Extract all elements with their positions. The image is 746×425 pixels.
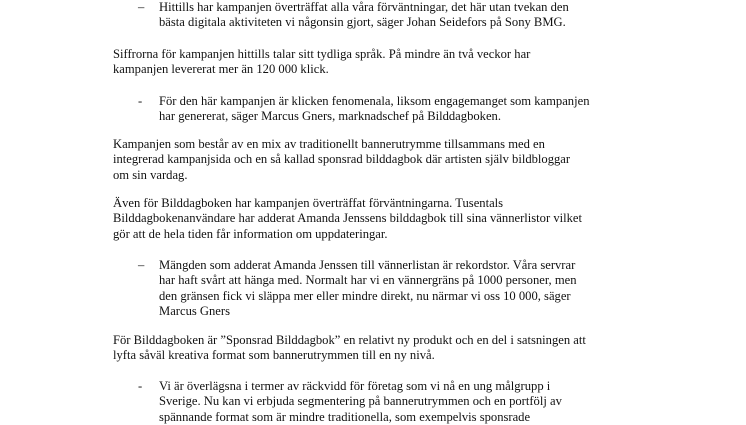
text-line: har genererat, säger Marcus Gners, marknadschef på Bilddagboken. <box>159 109 501 124</box>
paragraph-campaign-mix <box>113 137 653 183</box>
text-line: Kampanjen som består av en mix av traditionellt bannerutrymme tillsammans med en <box>113 137 545 151</box>
text-line: För Bilddagboken är ”Sponsrad Bilddagbok” en relativt ny produkt och en del i satsningen att <box>113 333 586 347</box>
text-line: lyfta såväl kreativa format som bannerutrymmen till en ny nivå. <box>113 348 435 363</box>
text-line: gör att de hela tiden får information om uppdateringar. <box>113 226 388 241</box>
text-line: Siffrorna för kampanjen hittills talar sitt tydliga språk. På mindre än två veckor har <box>113 47 531 61</box>
bullet-dash: – <box>138 258 145 272</box>
bullet-text <box>159 258 649 320</box>
text-line: Hittills har kampanjen överträffat alla våra förväntningar, det här utan tvekan den <box>159 0 569 14</box>
text-line: den gränsen fick vi släppa mer eller mindre direkt, nu närmar vi oss 10 000, säger <box>159 288 571 303</box>
text-line: Mängden som adderat Amanda Jenssen till vännerlistan är rekordstor. Våra servrar <box>159 258 576 272</box>
text-line: kampanjen levererat mer än 120 000 klick. <box>113 62 329 77</box>
text-line: Vi är överlägsna i termer av räckvidd för företag som vi nå en ung målgrupp i <box>159 379 551 393</box>
paragraph-sponsrad-bilddagbok <box>113 333 653 364</box>
paragraph-bilddagboken-results <box>113 196 653 242</box>
text-line: För den här kampanjen är klicken fenomenala, liksom engagemanget som kampanjen <box>159 94 590 108</box>
bullet-dash: - <box>138 379 143 393</box>
text-line: Sverige. Nu kan vi erbjuda segmentering på bannerutrymmen och en portfölj av <box>159 394 562 409</box>
text-line: Bilddagbokenanvändare har adderat Amanda Jenssens bilddagbok till sina vännerlistor vilket <box>113 211 582 226</box>
text-line: har haft svårt att hänga med. Normalt har vi en vännergräns på 1000 personer, men <box>159 273 577 288</box>
bullet-text <box>159 94 649 125</box>
text-line: om sin vardag. <box>113 167 188 182</box>
text-line: bästa digitala aktiviteten vi någonsin gjort, säger Johan Seidefors på Sony BMG. <box>159 15 566 30</box>
bullet-dash: - <box>138 94 143 108</box>
bullet-text <box>159 379 649 425</box>
bullet-text <box>159 0 649 31</box>
bullet-dash: – <box>138 0 145 14</box>
text-line: Även för Bilddagboken har kampanjen överträffat förväntningarna. Tusentals <box>113 196 504 210</box>
text-line: integrerad kampanjsida och en så kallad sponsrad bilddagbok där artisten själv bildbloggar <box>113 152 571 167</box>
paragraph-campaign-figures <box>113 47 653 78</box>
text-line: Marcus Gners <box>159 304 230 319</box>
text-line: spännande format som är mindre traditionella, som exempelvis sponsrade <box>159 409 531 424</box>
